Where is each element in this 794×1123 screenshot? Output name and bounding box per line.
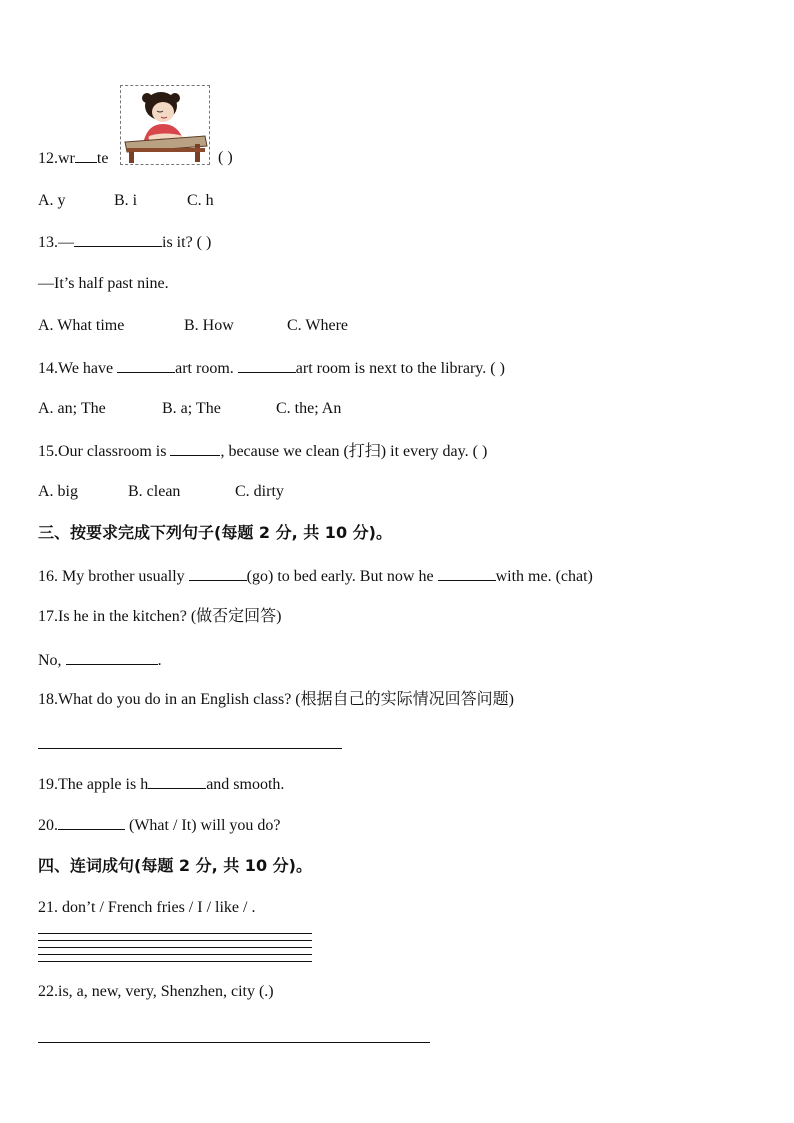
q14-option-a: A. an; The [38,400,106,417]
section-3-heading: 三、按要求完成下列句子(每题 2 分, 共 10 分)。 [38,523,392,542]
q19-line [38,774,284,795]
q16-blank-2[interactable] [438,566,496,581]
q20-line [38,815,281,836]
q16-middle: (go) to bed early. But now he [246,568,438,585]
q15-suffix: , because we clean (打扫) it every day. ( ) [220,443,488,460]
q21-writing-rule-1[interactable] [38,933,312,934]
q21-writing-rule-4[interactable] [38,954,312,955]
q20-suffix: (What / It) will you do? [125,817,281,834]
q14-suffix: art room is next to the library. ( ) [295,360,505,377]
q12-option-c: C. h [187,192,214,209]
q12-line [38,148,108,169]
girl-writing-illustration [120,85,210,165]
q21-writing-rule-5[interactable] [38,961,312,962]
q17-blank[interactable] [66,650,158,665]
girl-writing-drawing [121,86,209,164]
q12-answer-paren[interactable]: ( ) [218,149,233,166]
q17-answer-prefix: No, [38,652,66,669]
q12-blank[interactable] [75,148,97,163]
q15-option-b: B. clean [128,483,181,500]
q12-suffix: te [96,150,109,167]
q20-prefix: 20. [38,817,58,834]
q16-prefix: 16. My brother usually [38,568,189,585]
q14-line [38,358,505,379]
q14-middle: art room. [175,360,238,377]
q12-prefix: 12.wr [38,150,75,167]
q15-option-c: C. dirty [235,483,284,500]
q12-option-b: B. i [114,192,138,209]
q15-option-a: A. big [38,483,78,500]
q14-option-c: C. the; An [276,400,342,417]
q19-prefix: 19.The apple is h [38,776,149,793]
q15-blank[interactable] [170,441,220,456]
q16-line [38,566,593,587]
q13-option-c: C. Where [287,317,349,334]
q21-question: 21. don’t / French fries / I / like / . [38,899,256,916]
q17-answer-suffix: . [157,652,162,669]
q14-blank-2[interactable] [238,358,296,373]
q13-suffix: is it? ( ) [162,234,212,251]
q13-blank[interactable] [74,232,162,247]
q18-question: 18.What do you do in an English class? (根据自己的实际情况回答问题) [38,691,514,708]
q14-prefix: 14.We have [38,360,118,377]
q19-blank[interactable] [148,774,206,789]
q13-answer-line: —It’s half past nine. [38,275,169,292]
q13-line [38,232,211,253]
q19-suffix: and smooth. [206,776,285,793]
q22-answer-rule[interactable] [38,1042,430,1043]
q13-option-b: B. How [184,317,234,334]
q16-suffix: with me. (chat) [495,568,593,585]
q16-blank-1[interactable] [189,566,247,581]
q13-prefix: 13.— [38,234,74,251]
q15-prefix: 15.Our classroom is [38,443,171,460]
q22-question: 22.is, a, new, very, Shenzhen, city (.) [38,983,274,1000]
q14-blank-1[interactable] [117,358,175,373]
q15-line [38,441,487,462]
q14-option-b: B. a; The [162,400,221,417]
q13-option-a: A. What time [38,317,125,334]
q18-answer-rule[interactable] [38,748,342,749]
q21-writing-rule-2[interactable] [38,940,312,941]
section-4-heading: 四、连词成句(每题 2 分, 共 10 分)。 [38,856,312,875]
q17-question: 17.Is he in the kitchen? (做否定回答) [38,608,282,625]
q12-option-a: A. y [38,192,66,209]
q20-blank[interactable] [58,815,125,830]
q17-answer-line [38,650,162,671]
q21-writing-rule-3[interactable] [38,947,312,948]
